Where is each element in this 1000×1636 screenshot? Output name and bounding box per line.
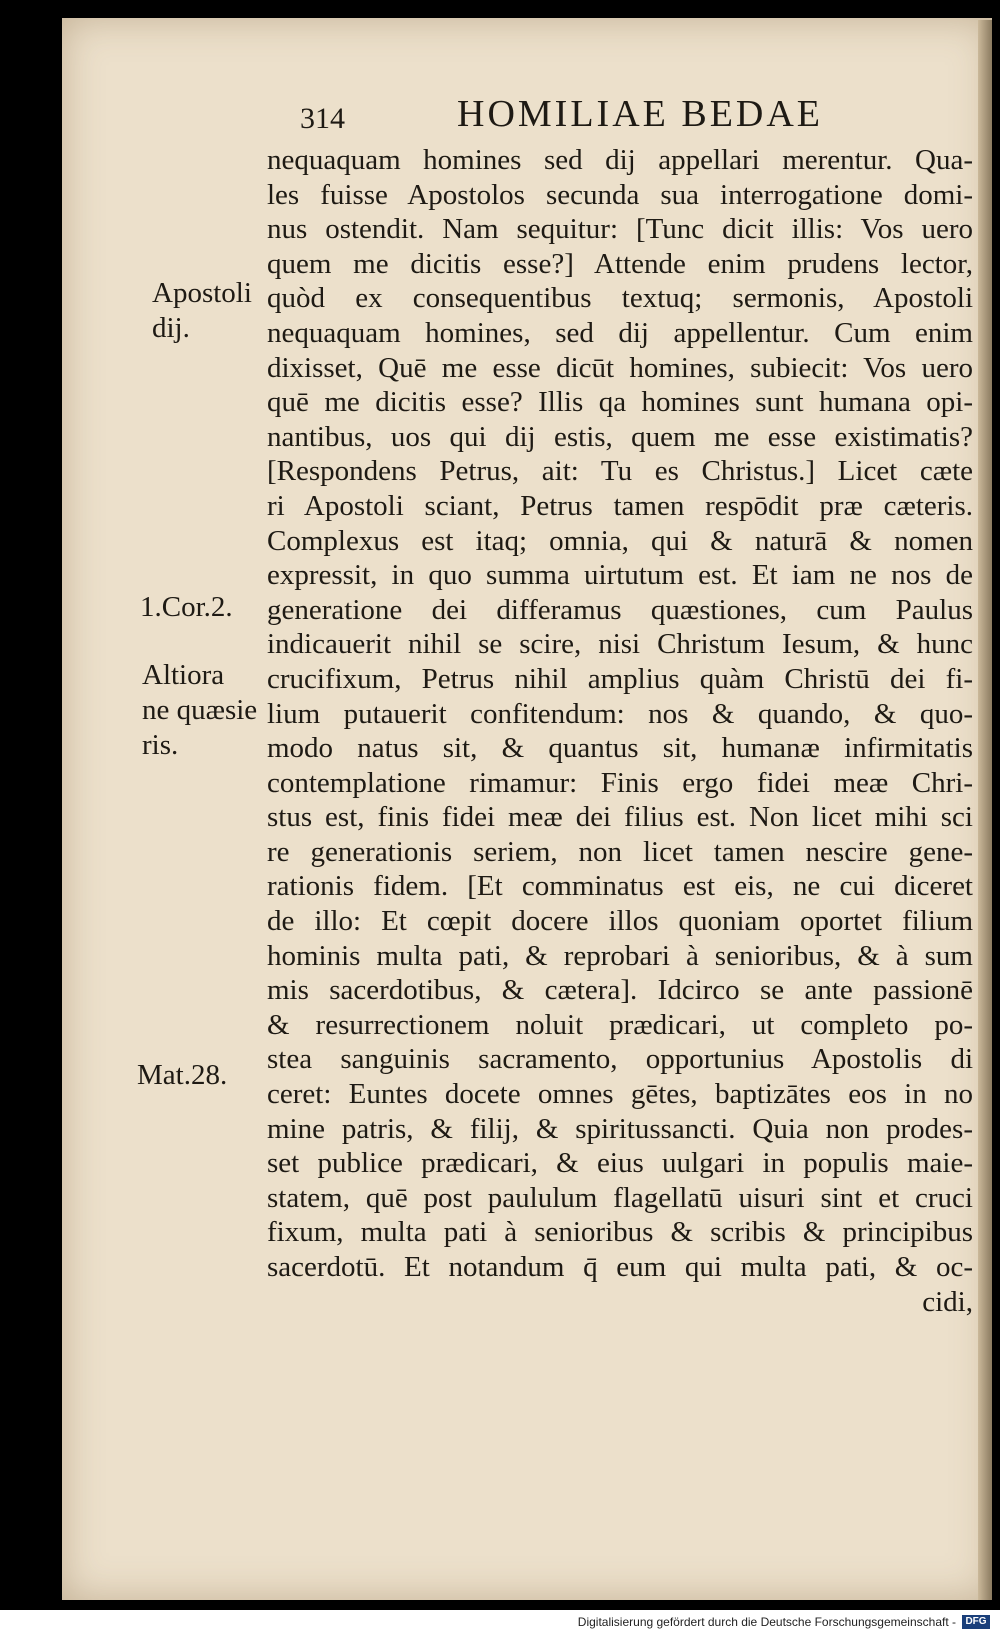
- text-line: mis sacerdotibus, & cætera]. Idcirco se ante passionē: [267, 974, 973, 1007]
- text-line: & resurrectionem noluit prædicari, ut completo po-: [267, 1008, 973, 1041]
- margin-note-altiora: [142, 658, 257, 763]
- text-line: ri Apostoli sciant, Petrus tamen respōdit præ cæteris.: [267, 489, 973, 522]
- dfg-logo: DFG: [962, 1615, 990, 1629]
- text-line: expressit, in quo summa uirtutum est. Et iam ne nos de: [267, 559, 973, 592]
- body-text: [267, 143, 973, 1319]
- text-line: nequaquam homines sed dij appellari merentur. Qua-: [267, 144, 973, 176]
- margin-note-apostoli: [152, 276, 252, 346]
- text-line: ceret: Euntes docete omnes gētes, baptizātes eos in no: [267, 1078, 973, 1111]
- text-line: set publice prædicari, & eius uulgari in populis maie-: [267, 1147, 973, 1180]
- text-line: sacerdotū. Et notandum q̄ eum qui multa pati, & oc-: [267, 1251, 973, 1283]
- page-header: [62, 90, 992, 140]
- text-line: rationis fidem. [Et comminatus est eis, ne cui diceret: [267, 870, 973, 903]
- margin-note-corinthians: 1.Cor.2.: [140, 591, 233, 623]
- text-line: generatione dei differamus quæstiones, cum Paulus: [267, 593, 973, 626]
- text-line: indicauerit nihil se scire, nisi Christum Iesum, & hunc: [267, 628, 973, 661]
- text-line: fixum, multa pati à senioribus & scribis & principibus: [267, 1216, 973, 1249]
- text-line: contemplatione rimamur: Finis ergo fidei meæ Chri-: [267, 766, 973, 799]
- page-edge: [978, 20, 992, 1600]
- footer-bar: [0, 1610, 1000, 1636]
- footer-credit: Digitalisierung gefördert durch die Deutsche Forschungsgemeinschaft -: [577, 1615, 956, 1629]
- text-line: Complexus est itaq; omnia, qui & naturā & nomen: [267, 524, 973, 557]
- text-line: dixisset, Quē me esse dicūt homines, subiecit: Vos uero: [267, 351, 973, 384]
- text-line: stus est, finis fidei meæ dei filius est. Non licet mihi sci: [267, 801, 973, 834]
- running-head: HOMILIAE BEDAE: [457, 93, 824, 135]
- text-line: quem me dicitis esse?] Attende enim prudens lector,: [267, 247, 973, 280]
- text-line: re generationis seriem, non licet tamen nescire gene-: [267, 835, 973, 868]
- margin-note-matthew: Mat.28.: [137, 1059, 228, 1091]
- text-line: mine patris, & filij, & spiritussancti. Quia non prodes-: [267, 1112, 973, 1145]
- text-line: modo natus sit, & quantus sit, humanæ infirmitatis: [267, 732, 973, 765]
- book-page: [62, 18, 992, 1600]
- margin-note-line: ris.: [142, 729, 179, 761]
- text-line: les fuisse Apostolos secunda sua interrogatione domi-: [267, 178, 973, 211]
- page-number: 314: [300, 102, 345, 135]
- text-line: lium putauerit confitendum: nos & quando, & quo-: [267, 697, 973, 730]
- margin-note-line: Apostoli: [152, 277, 252, 309]
- text-line: statem, quē post paululum flagellatū uisuri sint et cruci: [267, 1181, 973, 1214]
- text-line: nantibus, uos qui dij estis, quem me esse existimatis?: [267, 420, 973, 453]
- text-line: hominis multa pati, & reprobari à senioribus, & à sum: [267, 939, 973, 972]
- margin-note-line: dij.: [152, 312, 190, 344]
- text-line: nequaquam homines, sed dij appellentur. Cum enim: [267, 316, 973, 349]
- text-line: crucifixum, Petrus nihil amplius quàm Christū dei fi-: [267, 662, 973, 695]
- text-line: nus ostendit. Nam sequitur: [Tunc dicit illis: Vos uero: [267, 213, 973, 246]
- text-line: [Respondens Petrus, ait: Tu es Christus.] Licet cæte: [267, 455, 973, 488]
- text-line: stea sanguinis sacramento, opportunius Apostolis di: [267, 1043, 973, 1076]
- catchword: cidi,: [922, 1285, 973, 1318]
- text-line: quē me dicitis esse? Illis qa homines sunt humana opi-: [267, 386, 973, 419]
- margin-note-line: Altiora: [142, 659, 225, 691]
- margin-note-line: ne quæsie: [142, 694, 258, 726]
- text-line: de illo: Et cœpit docere illos quoniam oportet filium: [267, 905, 973, 938]
- text-line: quòd ex consequentibus textuq; sermonis, Apostoli: [267, 282, 973, 315]
